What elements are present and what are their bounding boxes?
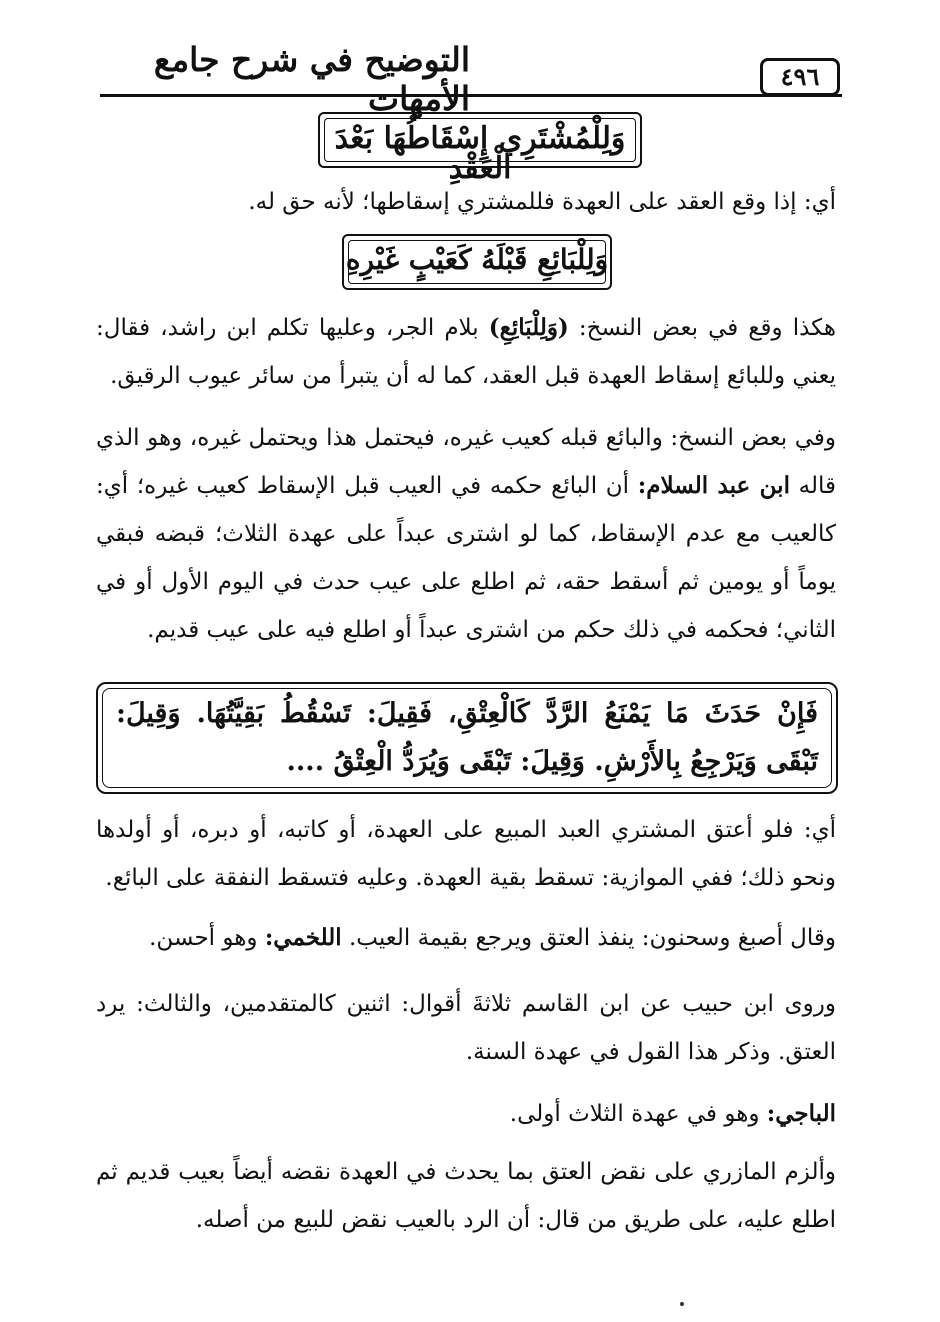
matn-text-2: وَلِلْبَائِعِ قَبْلَهُ كَعَيْبٍ غَيْرِهِ — [345, 243, 609, 276]
page-number: ٤٩٦ — [760, 58, 840, 96]
footer-dot — [680, 1302, 684, 1306]
paragraph-6 — [96, 980, 836, 1076]
paragraph-6-text: وروى ابن حبيب عن ابن القاسم ثلاثةَ أقوال: اثنين كالمتقدمين، والثالث: يرد العتق. وذكر هذا القول في عهدة السنة. — [96, 991, 836, 1065]
paragraph-7-scholar: الباجي: — [766, 1100, 836, 1127]
paragraph-5-text-b: وهو أحسن. — [149, 925, 265, 951]
paragraph-2-text-a: هكذا وقع في بعض النسخ: — [568, 315, 836, 341]
paragraph-3-text-b: أن البائع حكمه في العيب قبل الإسقاط كعيب غيره؛ أي: كالعيب مع عدم الإسقاط، كما لو اشترى عبداً على عهدة الثلاث؛ قبضه فبقي يوماً أو يومين ثم أسقط حقه، ثم اطلع على عيب حدث في اليوم الأول أو في الثاني؛ فحكمه في ذلك حكم من اشترى عبداً أو اطلع فيه على عيب قديم. — [96, 473, 836, 643]
paragraph-1-text: أي: إذا وقع العقد على العهدة فللمشتري إسقاطها؛ لأنه حق له. — [248, 189, 836, 215]
paragraph-7 — [96, 1090, 836, 1138]
paragraph-8 — [96, 1148, 836, 1244]
paragraph-1 — [96, 178, 836, 226]
header-rule — [100, 94, 842, 97]
paragraph-2-quote: (وَلِلْبَائِعِ) — [488, 314, 569, 341]
paragraph-4 — [96, 806, 836, 902]
matn-text-1: وَلِلْمُشْتَرِي إِسْقَاطُهَا بَعْدَ الْعَقْدِ — [334, 121, 626, 186]
paragraph-2 — [96, 304, 836, 400]
paragraph-5-text-a: وقال أصبغ وسحنون: ينفذ العتق ويرجع بقيمة العيب. — [341, 925, 836, 951]
paragraph-2-text-b: بلام الجر، وعليها تكلم ابن راشد، فقال: يعني وللبائع إسقاط العهدة قبل العقد، كما له أن يتبرأ من سائر عيوب الرقيق. — [96, 315, 836, 389]
running-title: التوضيح في شرح جامع الأمهات — [153, 40, 470, 118]
paragraph-3-scholar: ابن عبد السلام: — [637, 472, 790, 499]
matn-box-3 — [96, 682, 838, 794]
paragraph-5-scholar: اللخمي: — [264, 924, 342, 951]
paragraph-8-text: وألزم المازري على نقض العتق بما يحدث في العهدة نقضه أيضاً بعيب قديم ثم اطلع عليه، على طريق من قال: أن الرد بالعيب نقض للبيع من أصله. — [96, 1159, 836, 1233]
matn-text-3: فَإِنْ حَدَثَ مَا يَمْنَعُ الرَّدَّ كَالْعِتْقِ، فَقِيلَ: تَسْقُطُ بَقِيَّتُهَا. وَقِيلَ: تَبْقَى وَيَرْجِعُ بِالأَرْشِ. وَقِيلَ: تَبْقَى وَيُرَدُّ الْعِتْقُ .... — [116, 698, 818, 777]
paragraph-7-text: وهو في عهدة الثلاث أولى. — [509, 1101, 767, 1127]
paragraph-3 — [96, 414, 836, 654]
matn-box-1 — [318, 112, 642, 186]
paragraph-3-text-a: وفي بعض النسخ: والبائع قبله كعيب غيره، فيحتمل هذا ويحتمل غيره، وهو الذي قاله — [96, 425, 837, 499]
paragraph-5 — [96, 914, 836, 962]
paragraph-4-text: أي: فلو أعتق المشتري العبد المبيع على العهدة، أو كاتبه، أو دبره، أو أولدها ونحو ذلك؛ ففي الموازية: تسقط بقية العهدة. وعليه فتسقط النفقة على البائع. — [96, 817, 836, 891]
matn-box-2 — [342, 234, 612, 290]
